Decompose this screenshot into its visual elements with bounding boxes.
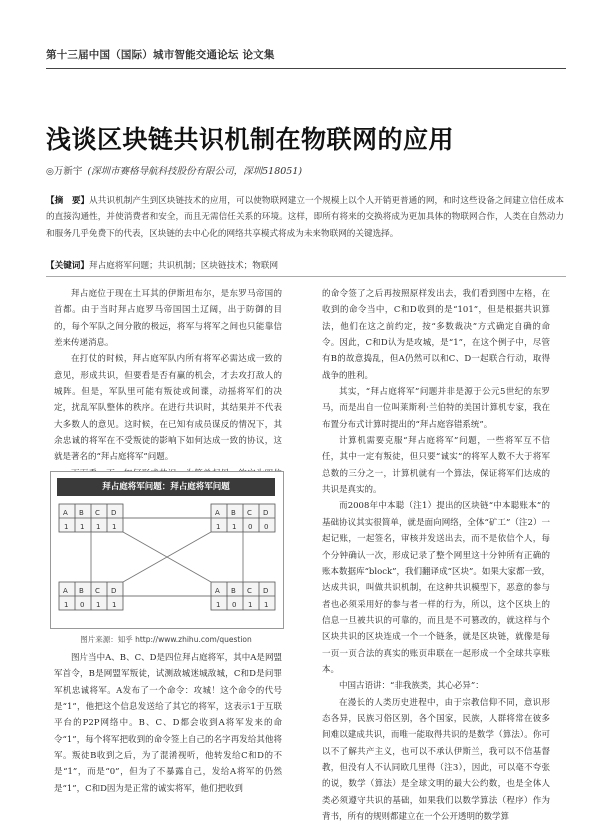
svg-text:0: 0 (80, 601, 85, 609)
svg-text:0: 0 (232, 601, 237, 609)
svg-text:B: B (79, 587, 84, 595)
figure-caption: 图片来源：知乎 http://www.zhihu.com/question (80, 635, 252, 644)
svg-text:C: C (247, 509, 252, 517)
svg-text:C: C (95, 509, 100, 517)
svg-text:1: 1 (232, 523, 237, 531)
author-line (46, 163, 302, 177)
keywords-block (46, 259, 564, 273)
svg-text:1: 1 (112, 601, 117, 609)
svg-text:0: 0 (264, 523, 269, 531)
svg-text:D: D (263, 587, 269, 595)
figure-title: 拜占庭将军问题：拜占庭将军问题 (57, 478, 275, 496)
paragraph: 的命令签了之后再按照原样发出去，我们看到图中左格，在收到的命令当中，C和D收到的是“101”，但是根据共识算法，他们在这之前约定，按“多数裁决”方式确定自确的命令。因此，C和D认为是攻城，是“1”，在这个例子中，尽管有B的故意捣乱，但A仍然可以和C、D一起联合行动，取得战争的胜利。 (322, 289, 550, 381)
svg-text:1: 1 (64, 523, 69, 531)
svg-text:1: 1 (96, 601, 101, 609)
svg-text:B: B (231, 587, 236, 595)
svg-text:1: 1 (80, 523, 85, 531)
abstract-divider (46, 276, 566, 277)
paragraph: 中国古语讲：“非我族类，其心必异”： (339, 681, 484, 692)
article-title: 浅谈区块链共识机制在物联网的应用 (46, 125, 455, 154)
paragraph: 而2008年中本聪（注1）提出的区块链“中本聪账本”的基础协议其实很简单，就是面向网络，全体“矿工”（注2）一起记账，一起签名，审核并发送出去，而不是依信个人，每个分钟确认一次，形成记录了整个网里这十分钟所有正确的账本数据库“block”，我们翻译成“区块”。如果大家都一致，达成共识，叫做共识机制，在这种共识模型下，恶意的参与者也必须采用好的参与者一样的行为，所以，这个区块上的信息一旦被共识的可靠的，而且是不可篡改的，就这样与个区块共识的区块连成一个一个链条，就是区块链，就像是每一页一页合法的真实的账页串联在一起形成一个全球共享账本。 (322, 501, 550, 675)
svg-text:1: 1 (264, 601, 269, 609)
svg-text:C: C (95, 587, 100, 595)
svg-text:B: B (79, 509, 84, 517)
author-mark: ◎ (46, 167, 54, 177)
paragraph: 计算机需要克服“拜占庭将军”问题，一些将军互不信任，其中一定有叛徒，但只要“诚实”的将军人数不大于将军总数的三分之一，计算机就有一个算法，保证将军们达成的共识是真实的。 (322, 436, 550, 496)
svg-text:1: 1 (216, 601, 221, 609)
svg-text:1: 1 (64, 601, 69, 609)
left-column-lower (54, 650, 282, 797)
left-column-upper (54, 286, 282, 498)
svg-text:D: D (263, 509, 269, 517)
svg-text:1: 1 (248, 601, 253, 609)
svg-text:D: D (111, 509, 117, 517)
svg-text:D: D (111, 587, 117, 595)
abstract-text: 从共识机制产生到区块链技术的应用，可以使物联网建立一个规模上以个人开销更普通的网，和时这些设备之间建立信任成本的直接沟通性，并使消费者和安全，而且无需信任关系的环境。这样，即所有将来的交换将成为更加具体的物联网合作，人类在自然动力和服务几乎免费下的代表，区块链的去中心化的网络共享模式将成为未来物联网的关键选择。 (46, 196, 564, 239)
paragraph: 图片当中A、B、C、D是四位拜占庭将军，其中A是网盟军首令，B是网盟军叛徒，试测敌城迷城敌城，C和D是问罪军机忠诚将军。A发布了一个命令：攻城！这个命令的代号是“1”，他把这个信息发送给了其它的将军，这表示1于互联平台的P2P网络中。B、C、D都会收到A将军发来的命令“1”，每个将军把收到的命令签上自己的名字再发给其他将军。叛徒B收到之后，为了混淆视听，他转发给C和D的不是“1”，而是“0”，但为了不暴露自己，发给A将军的仍然是“1”，C和D因为是正常的诚实将军，他们把收到 (54, 653, 282, 794)
svg-text:1: 1 (96, 523, 101, 531)
svg-text:A: A (63, 509, 68, 517)
paragraph: 其实，“拜占庭将军”问题并非是源于公元5世纪的东罗马，而是出自一位叫莱斯利·兰伯特的美国计算机专家，我在布置分布式计算时提出的“拜占庭容错系统”。 (322, 387, 550, 430)
figure-diagram (51, 472, 283, 628)
svg-text:1: 1 (112, 523, 117, 531)
paragraph: 在打仗的时候，拜占庭军队内所有将军必需达成一致的意见，形成共识，但要看是否有赢的机会，才去攻打敌人的城阵。但是，军队里可能有叛徒或间谍，动摇将军们的决定，扰乱军队整体的秩序。在进行共识时，其结果并不代表大多数人的意见。这时候，在已知有成员谋反的情况下，其余忠诚的将军在不受叛徒的影响下如何达成一致的协议，这就是著名的“拜占庭将军”问题。 (54, 354, 282, 463)
abstract-block (46, 193, 564, 242)
svg-text:1: 1 (216, 523, 221, 531)
svg-text:A: A (63, 587, 68, 595)
author-name: 万新宇 (53, 166, 83, 177)
svg-text:B: B (231, 509, 236, 517)
paragraph: 拜占庭位于现在土耳其的伊斯坦布尔，是东罗马帝国的首都。由于当时拜占庭罗马帝国国土辽阔，出于防御的目的，每个军队之间分散的极远，将军与将军之间也只能靠信差来传递消息。 (54, 289, 282, 349)
svg-text:0: 0 (248, 523, 253, 531)
svg-text:A: A (215, 509, 220, 517)
byzantine-figure (50, 471, 284, 629)
abstract-label: 【摘 要】 (46, 196, 90, 206)
running-header: 第十三届中国（国际）城市智能交通论坛 论文集 (46, 49, 275, 61)
svg-text:C: C (247, 587, 252, 595)
keywords-label: 【关键词】 (46, 261, 89, 271)
right-column (322, 286, 550, 825)
keywords-text: 拜占庭将军问题；共识机制；区块链技术；物联网 (88, 261, 279, 271)
svg-text:A: A (215, 587, 220, 595)
header-divider (46, 68, 566, 69)
author-affiliation: (深圳市赛格导航科技股份有限公司，深圳518051) (87, 166, 303, 177)
paragraph: 在漫长的人类历史进程中，由于宗教信仰不同，意识形态各异，民族习俗区别，各个国家，民族，人群将常在彼多间难以建成共识，而唯一能取得共识的是数学（算法）。你可以不了解共产主义，也可以不承认伊斯兰，我可以不信基督教，但没有人不认同欧几里得（注3），因此，可以毫不夸张的说，数学（算法）是全球文明的最大公约数，也是全体人类必须遵守共识的基础，如果我们以数学算法（程序）作为背书，所有的规则都建立在一个公开透明的数学算 (322, 697, 550, 822)
